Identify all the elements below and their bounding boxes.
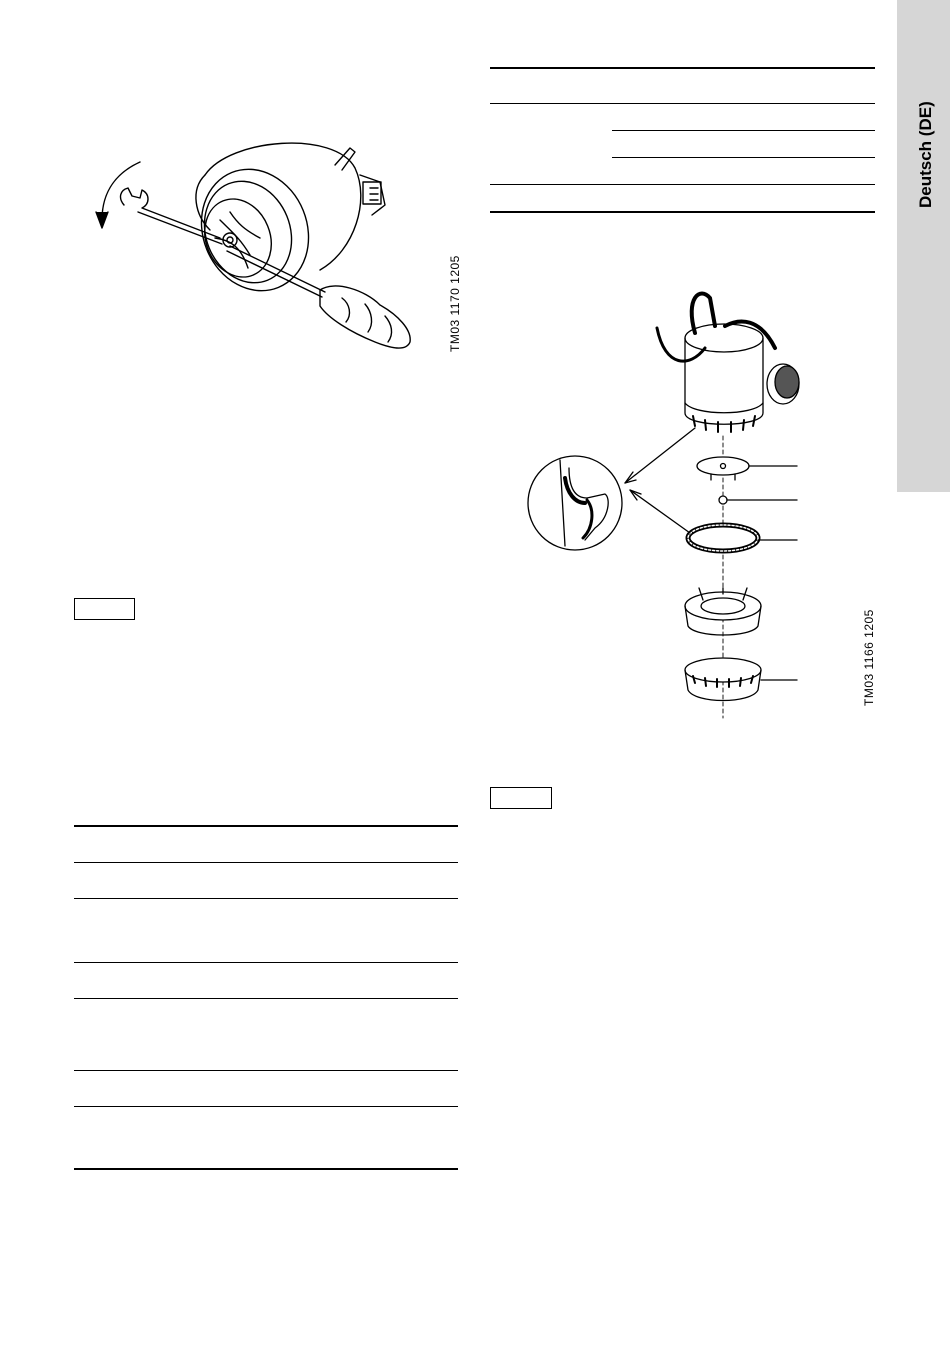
language-tab-label: Deutsch (DE) <box>916 101 935 208</box>
right-table-bottom-rule <box>490 211 875 213</box>
right-table-top-rule <box>490 67 875 69</box>
right-table-rule-3 <box>612 157 875 158</box>
right-table-rule-4 <box>490 184 875 185</box>
left-table-rule-2 <box>74 898 458 899</box>
left-table-rule-4 <box>74 998 458 999</box>
left-table-top-rule <box>74 825 458 827</box>
right-drawing-code: TM03 1166 1205 <box>862 609 876 706</box>
wrench-screwdriver-illustration <box>80 120 420 360</box>
left-table-rule-1 <box>74 862 458 863</box>
right-table-rule-1 <box>490 103 875 104</box>
right-table-rule-2 <box>612 130 875 131</box>
pump-exploded-illustration <box>525 288 805 718</box>
left-table-rule-6 <box>74 1106 458 1107</box>
left-note-box <box>74 598 135 620</box>
left-drawing-code: TM03 1170 1205 <box>448 255 462 352</box>
left-table-bottom-rule <box>74 1168 458 1170</box>
left-table-rule-5 <box>74 1070 458 1071</box>
right-note-box <box>490 787 552 809</box>
language-side-tab <box>897 0 950 492</box>
left-table-rule-3 <box>74 962 458 963</box>
